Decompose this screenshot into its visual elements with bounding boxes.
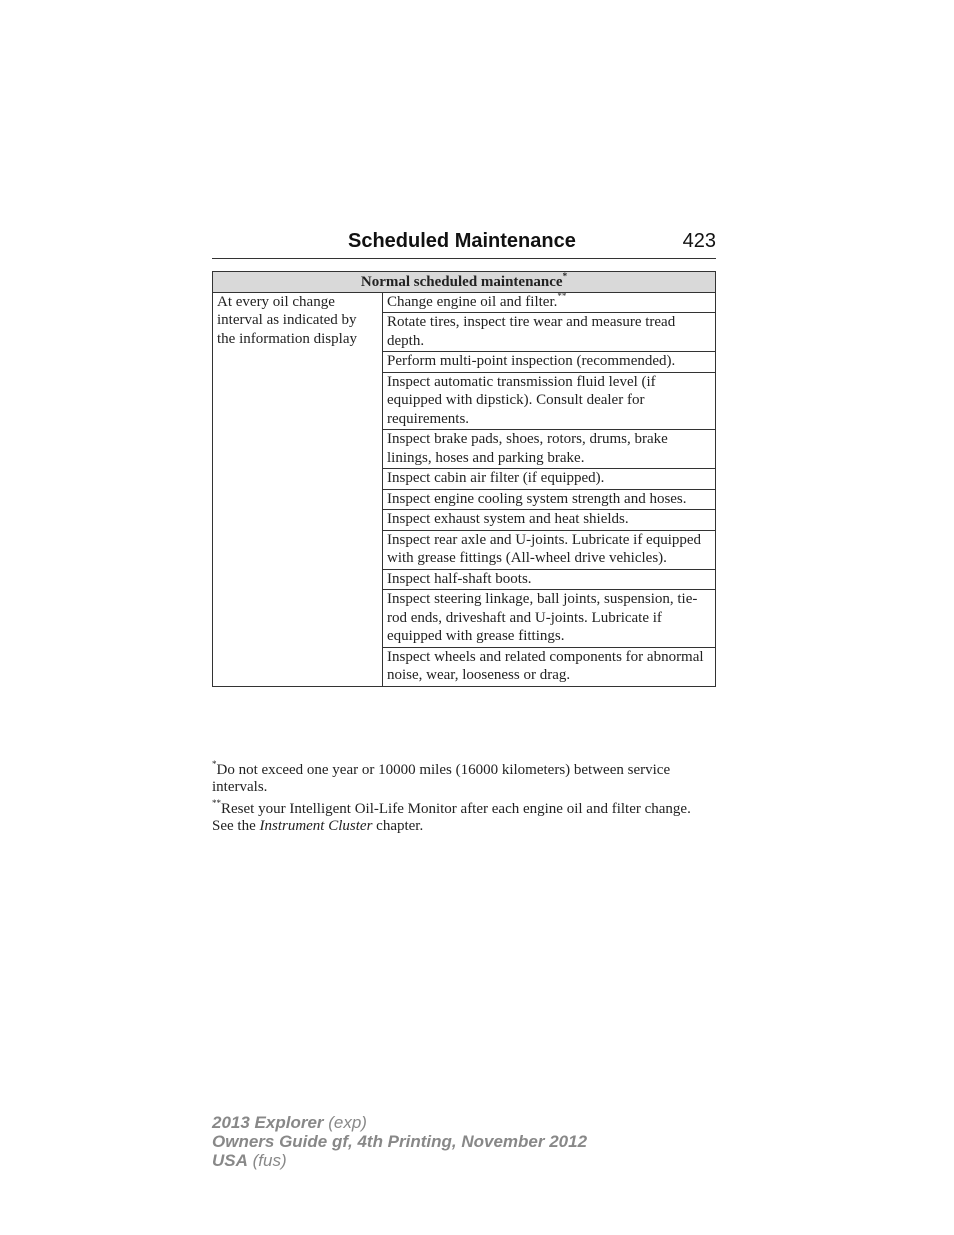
page-footer: [212, 1113, 587, 1170]
page-number: 423: [682, 230, 716, 252]
task-cell: Inspect brake pads, shoes, rotors, drums, brake linings, hoses and parking brake.: [383, 430, 716, 469]
footnote-mark: **: [557, 290, 567, 301]
footer-printing: Owners Guide gf, 4th Printing, November 2012: [212, 1132, 588, 1151]
footer-market-code: (fus): [247, 1151, 287, 1170]
maintenance-table: [212, 271, 716, 687]
task-cell: Inspect steering linkage, ball joints, suspension, tie-rod ends, driveshaft and U-joints. Lubricate if equipped with grease fittings.: [383, 590, 716, 648]
chapter-reference: Instrument Cluster: [259, 818, 373, 834]
task-cell: Inspect wheels and related components for abnormal noise, wear, looseness or drag.: [383, 647, 716, 686]
footer-model: 2013 Explorer: [212, 1113, 324, 1132]
page-header: [212, 228, 716, 259]
task-cell: Inspect engine cooling system strength and hoses.: [383, 489, 716, 510]
footnote-1: [212, 759, 716, 796]
task-cell: Rotate tires, inspect tire wear and measure tread depth.: [383, 313, 716, 352]
footnote-text: chapter.: [372, 818, 424, 834]
footnote-mark: **: [212, 798, 221, 808]
footer-market: USA: [212, 1151, 248, 1170]
task-cell: Inspect rear axle and U-joints. Lubricate if equipped with grease fittings (All-wheel drive vehicles).: [383, 530, 716, 569]
task-text: Change engine oil and filter.: [387, 293, 558, 310]
task-cell: Inspect cabin air filter (if equipped).: [383, 469, 716, 490]
table-heading-text: Normal scheduled maintenance: [360, 274, 563, 290]
interval-cell: At every oil change interval as indicated by the information display: [213, 292, 383, 686]
task-cell: Inspect automatic transmission fluid level (if equipped with dipstick). Consult dealer for requirements.: [383, 372, 716, 430]
footnote-mark: *: [562, 271, 568, 281]
footnote-2: [212, 798, 716, 835]
footnote-mark: *: [212, 759, 217, 769]
footer-line-3: [212, 1151, 587, 1170]
task-cell: [383, 292, 716, 313]
footnote-text: Reset your Intelligent Oil-Life Monitor after each engine oil and filter change. See the: [212, 801, 691, 834]
footer-model-code: (exp): [323, 1113, 367, 1132]
footnote-text: Do not exceed one year or 10000 miles (16000 kilometers) between service intervals.: [212, 762, 671, 795]
section-title: Scheduled Maintenance: [348, 230, 576, 252]
task-cell: Inspect exhaust system and heat shields.: [383, 510, 716, 531]
task-cell: Inspect half-shaft boots.: [383, 569, 716, 590]
footnotes: [212, 759, 716, 840]
footer-line-1: [212, 1113, 587, 1132]
task-cell: Perform multi-point inspection (recommended).: [383, 352, 716, 373]
table-heading: [213, 272, 716, 293]
footer-line-2: [212, 1132, 587, 1151]
